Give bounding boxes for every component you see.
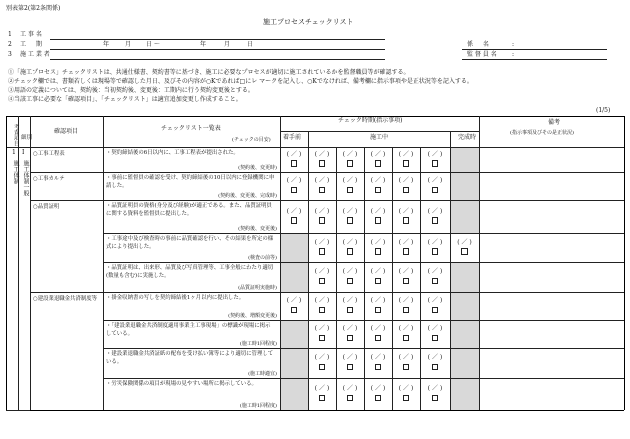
category-no: 1 xyxy=(12,149,16,156)
check-mark-cell[interactable] xyxy=(392,268,420,287)
check-mark-cell[interactable] xyxy=(364,354,392,373)
checklist-note: (品質証明実施時) xyxy=(238,285,277,291)
checkbox[interactable] xyxy=(432,395,439,402)
check-mark-cell[interactable] xyxy=(308,297,336,316)
check-mark-cell[interactable] xyxy=(420,239,450,258)
table-rule xyxy=(479,116,480,410)
table-rule xyxy=(30,292,624,293)
check-date-slot: ( ／ ) xyxy=(427,385,443,392)
check-date-slot: ( ／ ) xyxy=(370,150,386,158)
check-mark-cell[interactable] xyxy=(364,177,392,196)
check-mark-cell[interactable] xyxy=(392,325,420,344)
period-start-day: 日 〜 xyxy=(146,41,160,48)
checkbox[interactable] xyxy=(375,217,382,224)
checkbox[interactable] xyxy=(291,160,298,167)
field-no-1: 1 xyxy=(8,31,12,38)
check-date-slot: ( ／ ) xyxy=(398,207,414,215)
checkbox[interactable] xyxy=(347,278,354,285)
check-date-slot: ( ／ ) xyxy=(398,297,414,304)
checkbox[interactable] xyxy=(403,395,410,402)
checkbox[interactable] xyxy=(403,217,410,224)
header-remarks: 備考 xyxy=(548,119,561,126)
check-mark-cell[interactable] xyxy=(392,385,420,404)
check-date-slot: ( ／ ) xyxy=(314,354,330,361)
checkbox[interactable] xyxy=(375,160,382,167)
check-mark-cell[interactable] xyxy=(392,208,420,227)
checkbox[interactable] xyxy=(375,307,382,314)
checklist-text: ・事前に監督員の確認を受け、契約締結後の10日以内に登録機関に申請した。 xyxy=(106,175,275,189)
checkbox[interactable] xyxy=(403,307,410,314)
check-date-slot: ( ／ ) xyxy=(370,325,386,332)
check-date-slot: ( ／ ) xyxy=(457,238,472,246)
checkbox[interactable] xyxy=(347,335,354,342)
shaded-cell xyxy=(451,293,479,320)
check-date-slot: ( ／ ) xyxy=(286,297,302,304)
period-end-month: 月 xyxy=(224,41,231,48)
checklist-note: (契約後、変更時) xyxy=(238,165,277,171)
field-sep-inspector: : xyxy=(512,51,515,58)
check-date-slot: ( ／ ) xyxy=(427,297,443,304)
checkbox[interactable] xyxy=(375,278,382,285)
table-rule xyxy=(18,116,19,410)
checkbox[interactable] xyxy=(375,395,382,402)
check-mark-cell[interactable] xyxy=(336,239,364,258)
shaded-cell xyxy=(281,321,308,348)
check-mark-cell[interactable] xyxy=(364,151,392,170)
note-2: ②チェック欄では、書類若しくは現場等で確認した月日、及びその内容が○Kであれば□にレ マークを記入し、○Kでなければ、備考欄に指示事項や是正状況等を記入する。 xyxy=(8,78,473,85)
checkbox[interactable] xyxy=(291,187,298,194)
checkbox[interactable] xyxy=(347,217,354,224)
checkbox[interactable] xyxy=(432,187,439,194)
checkbox[interactable] xyxy=(403,187,410,194)
checkbox[interactable] xyxy=(432,217,439,224)
period-end-year: 年 xyxy=(200,41,207,48)
shaded-cell xyxy=(451,321,479,348)
check-mark-cell[interactable] xyxy=(308,385,336,404)
checkbox[interactable] xyxy=(347,248,354,255)
checklist-text: ・品質証明員の資格(身分及び経験)が適正である。また、品質証明員に関する資料を監督員に提出した。 xyxy=(106,203,272,217)
check-date-slot: ( ／ ) xyxy=(314,177,330,184)
check-mark-cell[interactable] xyxy=(392,177,420,196)
page-title: 施工プロセスチェックリスト xyxy=(263,18,354,26)
check-date-slot: ( ／ ) xyxy=(314,325,330,332)
check-mark-cell[interactable] xyxy=(420,354,450,373)
period-start-year: 年 xyxy=(103,41,110,48)
checkbox[interactable] xyxy=(319,160,326,167)
checkbox[interactable] xyxy=(319,364,326,371)
check-mark-cell[interactable] xyxy=(336,385,364,404)
field-label-contractor: 施 工 業 者 xyxy=(20,51,50,58)
check-mark-cell[interactable] xyxy=(364,239,392,258)
checklist-text: ・品質証明は、出来形、品質及び写真管理等、工事全般にわたり適切(数量も含む)に実施した。 xyxy=(106,265,274,279)
check-date-slot: ( ／ ) xyxy=(427,325,443,332)
shaded-cell xyxy=(281,234,308,262)
check-mark-cell[interactable] xyxy=(420,177,450,196)
checkbox[interactable] xyxy=(319,395,326,402)
shaded-cell xyxy=(451,379,479,410)
check-mark-cell[interactable] xyxy=(420,297,450,316)
check-date-slot: ( ／ ) xyxy=(427,207,443,215)
checkbox[interactable] xyxy=(403,335,410,342)
checklist-note: (施工時1回程度) xyxy=(239,341,277,347)
check-mark-cell[interactable] xyxy=(392,151,420,170)
check-date-slot: ( ／ ) xyxy=(398,325,414,332)
checklist-note: (契約後、変更後、完成時) xyxy=(218,193,277,199)
check-date-slot: ( ／ ) xyxy=(398,177,414,184)
form-id: 別表第2(第2条関係) xyxy=(6,5,61,12)
field-no-2: 2 xyxy=(8,41,12,48)
period-end-day: 日 xyxy=(247,41,254,48)
check-date-slot: ( ／ ) xyxy=(342,207,358,215)
checkbox[interactable] xyxy=(347,364,354,371)
check-date-slot: ( ／ ) xyxy=(342,238,358,246)
check-date-slot: ( ／ ) xyxy=(427,150,443,158)
field-label-section: 係 名 xyxy=(467,41,489,48)
page-number: (1/5) xyxy=(596,107,611,114)
checkbox[interactable] xyxy=(432,248,439,255)
checkbox[interactable] xyxy=(403,248,410,255)
checkbox[interactable] xyxy=(432,307,439,314)
table-rule xyxy=(420,147,421,410)
checkbox[interactable] xyxy=(319,248,326,255)
table-rule xyxy=(364,147,365,410)
checklist-note: (検査の前等) xyxy=(248,255,277,261)
table-rule xyxy=(392,147,393,410)
table-rule xyxy=(624,116,625,410)
check-date-slot: ( ／ ) xyxy=(370,238,386,246)
check-date-slot: ( ／ ) xyxy=(427,177,443,184)
check-mark-cell[interactable] xyxy=(420,385,450,404)
check-date-slot: ( ／ ) xyxy=(398,268,414,275)
check-item-label: ○工事工程表 xyxy=(33,151,65,157)
check-mark-cell[interactable] xyxy=(280,177,308,196)
check-date-slot: ( ／ ) xyxy=(314,207,330,215)
check-mark-cell[interactable] xyxy=(280,297,308,316)
table-rule xyxy=(450,131,451,410)
check-item-label: ○工事カルテ xyxy=(33,176,65,182)
check-mark-cell[interactable] xyxy=(336,268,364,287)
check-date-slot: ( ／ ) xyxy=(427,238,443,246)
check-date-slot: ( ／ ) xyxy=(286,207,302,215)
check-date-slot: ( ／ ) xyxy=(370,385,386,392)
check-mark-cell[interactable] xyxy=(392,354,420,373)
class-name: 施工体制一般 xyxy=(22,160,29,196)
field-no-3: 3 xyxy=(8,51,12,58)
table-rule xyxy=(103,116,104,410)
check-item-label: ○品質証明 xyxy=(33,204,60,210)
checklist-note: (契約後、変更後) xyxy=(238,226,277,232)
shaded-cell xyxy=(451,148,479,172)
shaded-cell xyxy=(451,349,479,378)
checkbox[interactable] xyxy=(375,187,382,194)
note-1: ①「施工プロセス」チェックリストは、共通仕様書、契約書等に基づき、施工に必要なプロセスが適切に施工されているかを監督職員等が確認する。 xyxy=(8,69,410,76)
checklist-note: (施工時1回程度) xyxy=(239,403,277,409)
check-mark-cell[interactable] xyxy=(336,208,364,227)
check-mark-cell[interactable] xyxy=(308,177,336,196)
shaded-cell xyxy=(451,173,479,200)
header-during: 施工中 xyxy=(370,134,389,141)
shaded-cell xyxy=(281,349,308,378)
checkbox[interactable] xyxy=(432,335,439,342)
check-date-slot: ( ／ ) xyxy=(398,354,414,361)
header-class: 細別 xyxy=(21,135,33,141)
checkbox[interactable] xyxy=(347,160,354,167)
field-sep-section: : xyxy=(512,41,515,48)
checkbox[interactable] xyxy=(319,217,326,224)
checkbox[interactable] xyxy=(403,160,410,167)
checklist-text: ・契約締結後の6日以内に、工事工程表が提出された。 xyxy=(106,150,239,156)
shaded-cell xyxy=(451,263,479,292)
check-mark-cell[interactable] xyxy=(420,151,450,170)
check-date-slot: ( ／ ) xyxy=(314,297,330,304)
check-date-slot: ( ／ ) xyxy=(286,177,302,184)
table-rule xyxy=(30,200,624,201)
field-label-inspector: 監 督 員 名 xyxy=(467,51,497,58)
check-item-label: ○建設業退職金共済制度等 xyxy=(33,296,98,302)
field-label-period: 工 期 xyxy=(20,41,42,48)
checklist-note: (施工時適宜) xyxy=(248,371,277,377)
checkbox[interactable] xyxy=(291,307,298,314)
table-rule xyxy=(30,116,31,410)
check-date-slot: ( ／ ) xyxy=(370,268,386,275)
check-date-slot: ( ／ ) xyxy=(342,177,358,184)
checklist-note: (契約後、増額変更後) xyxy=(228,313,277,319)
check-mark-cell[interactable] xyxy=(364,325,392,344)
table-rule xyxy=(6,116,7,410)
checklist-text: ・工事途中及び検査時の事前に品質確認を行い、その結果を所定の様式により提出した。 xyxy=(106,236,274,250)
check-mark-cell[interactable] xyxy=(308,354,336,373)
check-date-slot: ( ／ ) xyxy=(342,354,358,361)
check-date-slot: ( ／ ) xyxy=(370,297,386,304)
check-date-slot: ( ／ ) xyxy=(370,354,386,361)
check-mark-cell[interactable] xyxy=(308,325,336,344)
note-4: ④当該工事に必要な「確認項目」、「チェックリスト」は適宜追加変更し作成すること。 xyxy=(8,96,242,103)
note-3: ③用語の定義については、契約後：当初契約後、変更後：工期内に行う契約変更後とする。 xyxy=(8,87,254,94)
header-start: 着手前 xyxy=(283,134,302,141)
table-rule xyxy=(30,172,624,173)
check-mark-cell[interactable] xyxy=(364,208,392,227)
checkbox[interactable] xyxy=(319,278,326,285)
checkbox[interactable] xyxy=(375,248,382,255)
check-mark-cell[interactable] xyxy=(280,151,308,170)
check-mark-cell[interactable] xyxy=(336,297,364,316)
checkbox[interactable] xyxy=(375,364,382,371)
period-start-month: 月 xyxy=(125,41,132,48)
checkbox[interactable] xyxy=(432,278,439,285)
check-date-slot: ( ／ ) xyxy=(286,150,302,158)
check-date-slot: ( ／ ) xyxy=(342,268,358,275)
header-checklist-sub: (チェックの目安) xyxy=(232,137,271,143)
table-rule xyxy=(336,147,337,410)
checkbox[interactable] xyxy=(432,364,439,371)
field-label-project-name: 工 事 名 xyxy=(20,31,42,38)
category-name: 施工体制 xyxy=(12,160,19,184)
table-rule xyxy=(6,410,624,411)
check-mark-cell[interactable] xyxy=(364,297,392,316)
checkbox[interactable] xyxy=(375,335,382,342)
checkbox[interactable] xyxy=(403,364,410,371)
header-remarks-sub: (指示事項及びその是正状況) xyxy=(510,130,574,136)
check-mark-cell[interactable] xyxy=(308,268,336,287)
check-date-slot: ( ／ ) xyxy=(370,177,386,184)
checklist-text: ・建設業退職金共済証紙の配布を受け払い簿等により適切に管理している。 xyxy=(106,351,274,365)
class-no: Ⅰ xyxy=(22,149,25,156)
header-checklist: チェックリスト一覧表 xyxy=(161,125,221,132)
check-date-slot: ( ／ ) xyxy=(427,354,443,361)
checkbox[interactable] xyxy=(319,307,326,314)
check-date-slot: ( ／ ) xyxy=(314,268,330,275)
shaded-cell xyxy=(281,379,308,410)
check-date-slot: ( ／ ) xyxy=(314,385,330,392)
header-category: 考査項目 xyxy=(12,124,19,146)
check-mark-cell[interactable] xyxy=(336,151,364,170)
check-date-slot: ( ／ ) xyxy=(427,268,443,275)
check-mark-cell[interactable] xyxy=(280,208,308,227)
check-date-slot: ( ／ ) xyxy=(342,385,358,392)
check-mark-cell[interactable] xyxy=(336,177,364,196)
check-date-slot: ( ／ ) xyxy=(314,150,330,158)
check-mark-cell[interactable] xyxy=(364,385,392,404)
checkbox[interactable] xyxy=(347,307,354,314)
checkbox[interactable] xyxy=(347,395,354,402)
checkbox[interactable] xyxy=(347,187,354,194)
checkbox[interactable] xyxy=(461,248,468,255)
checkbox[interactable] xyxy=(319,187,326,194)
check-mark-cell[interactable] xyxy=(392,239,420,258)
check-date-slot: ( ／ ) xyxy=(342,297,358,304)
table-rule xyxy=(6,410,30,411)
checkbox[interactable] xyxy=(432,160,439,167)
check-mark-cell[interactable] xyxy=(308,239,336,258)
table-rule xyxy=(6,147,624,148)
check-date-slot: ( ／ ) xyxy=(398,150,414,158)
table-rule xyxy=(6,116,624,117)
table-rule xyxy=(308,131,309,410)
check-mark-cell[interactable] xyxy=(392,297,420,316)
check-date-slot: ( ／ ) xyxy=(342,150,358,158)
check-mark-cell[interactable] xyxy=(420,268,450,287)
check-date-slot: ( ／ ) xyxy=(314,238,330,246)
checkbox[interactable] xyxy=(291,217,298,224)
table-rule xyxy=(280,116,281,410)
shaded-cell xyxy=(281,263,308,292)
header-done: 完成時 xyxy=(458,134,477,141)
checklist-text: ・労災保険関係の項目が現場の見やすい場所に掲示している。 xyxy=(106,381,257,387)
check-mark-cell[interactable] xyxy=(420,325,450,344)
check-date-slot: ( ／ ) xyxy=(398,385,414,392)
check-date-slot: ( ／ ) xyxy=(398,238,414,246)
header-timing: チェック時期(指示事項) xyxy=(338,117,403,124)
shaded-cell xyxy=(451,201,479,233)
check-date-slot: ( ／ ) xyxy=(370,207,386,215)
check-mark-cell[interactable] xyxy=(450,239,479,258)
check-date-slot: ( ／ ) xyxy=(342,325,358,332)
check-mark-cell[interactable] xyxy=(308,208,336,227)
checkbox[interactable] xyxy=(403,278,410,285)
check-mark-cell[interactable] xyxy=(308,151,336,170)
check-mark-cell[interactable] xyxy=(336,325,364,344)
checklist-text: ・「建設業退職金共済制度適用事業主工事現場」の標識が現場に掲示している。 xyxy=(106,323,271,337)
header-item: 確認項目 xyxy=(54,128,79,135)
check-mark-cell[interactable] xyxy=(420,208,450,227)
checkbox[interactable] xyxy=(319,335,326,342)
check-mark-cell[interactable] xyxy=(364,268,392,287)
check-mark-cell[interactable] xyxy=(336,354,364,373)
checklist-text: ・掛金収納書の写しを契約締結後1ヶ月以内に提出した。 xyxy=(106,295,245,301)
